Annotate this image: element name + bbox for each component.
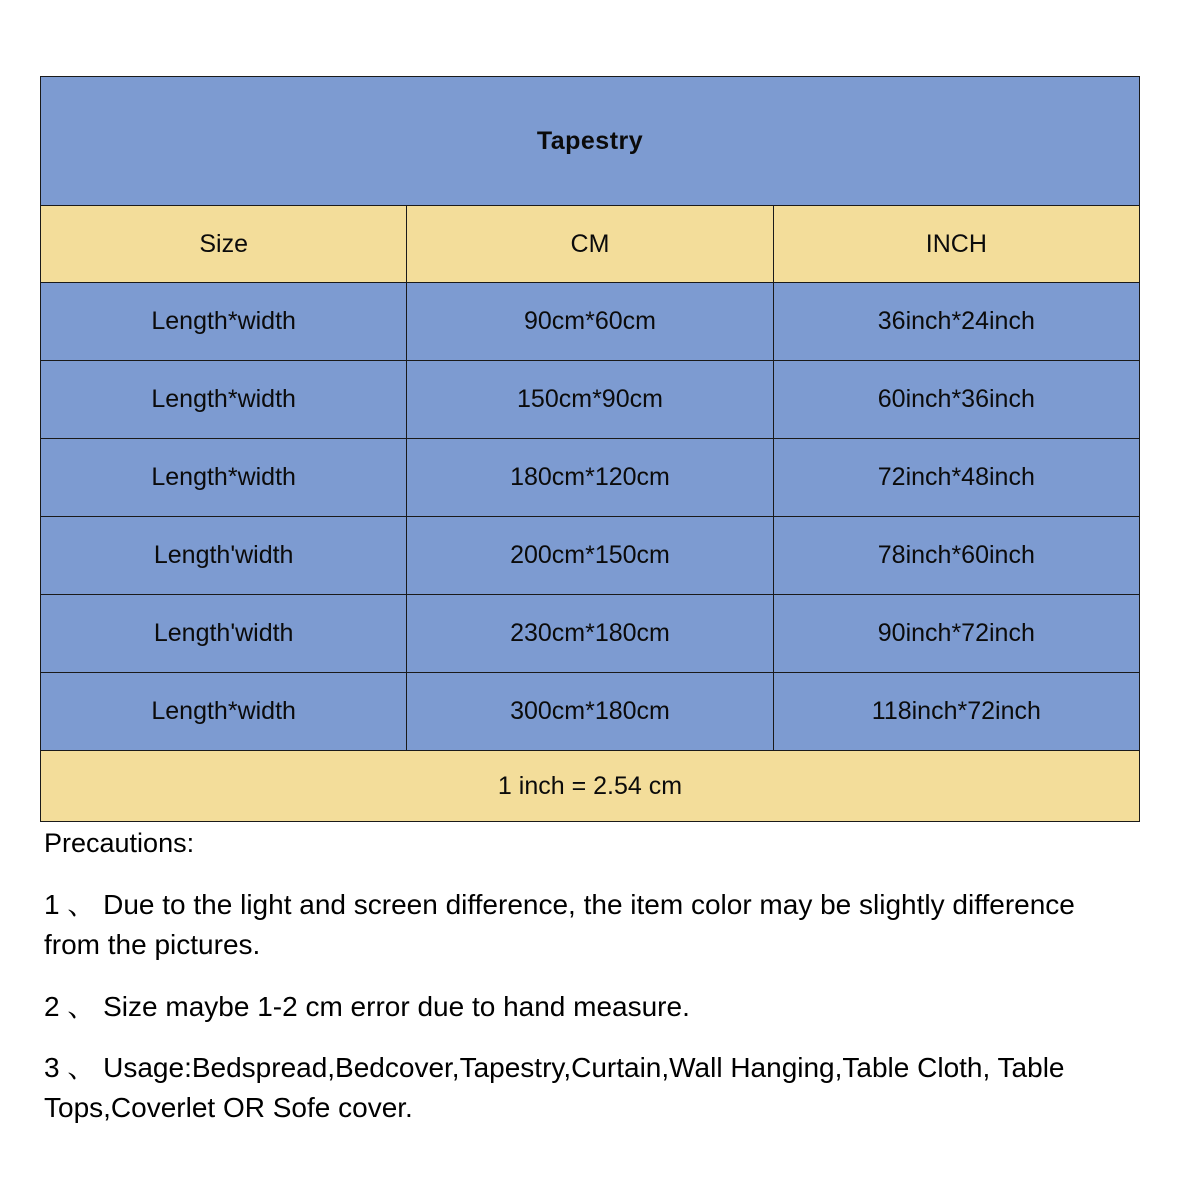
cell-cm: 90cm*60cm: [407, 283, 773, 361]
cell-cm: 200cm*150cm: [407, 517, 773, 595]
table-row: [41, 439, 1140, 517]
cell-inch: 72inch*48inch: [773, 439, 1139, 517]
cell-cm: 300cm*180cm: [407, 673, 773, 751]
precautions-title: Precautions:: [44, 828, 195, 858]
precaution-item-1: 1 、 Due to the light and screen difference, the item color may be slightly difference from the pictures.: [44, 889, 1075, 960]
cell-cm: 230cm*180cm: [407, 595, 773, 673]
precautions-section: [44, 828, 1134, 1150]
cell-inch: 78inch*60inch: [773, 517, 1139, 595]
table-header-row: [41, 206, 1140, 283]
page-title: Tapestry: [41, 77, 1140, 206]
precaution-item-2: 2 、 Size maybe 1-2 cm error due to hand measure.: [44, 990, 690, 1022]
size-chart-table: [40, 76, 1140, 822]
cell-cm: 150cm*90cm: [407, 361, 773, 439]
table-row: [41, 595, 1140, 673]
cell-size: Length*width: [41, 673, 407, 751]
cell-size: Length'width: [41, 517, 407, 595]
table-row: [41, 673, 1140, 751]
cell-size: Length'width: [41, 595, 407, 673]
cell-size: Length*width: [41, 439, 407, 517]
table-title-row: [41, 77, 1140, 206]
cell-cm: 180cm*120cm: [407, 439, 773, 517]
table-row: [41, 283, 1140, 361]
column-header-inch: INCH: [773, 206, 1139, 283]
table-row: [41, 361, 1140, 439]
cell-inch: 118inch*72inch: [773, 673, 1139, 751]
precaution-item-3: 3 、 Usage:Bedspread,Bedcover,Tapestry,Curtain,Wall Hanging,Table Cloth, Table Tops,Coverlet OR Sofe cover.: [44, 1052, 1065, 1123]
column-header-size: Size: [41, 206, 407, 283]
cell-inch: 36inch*24inch: [773, 283, 1139, 361]
cell-size: Length*width: [41, 283, 407, 361]
table-footer-row: [41, 751, 1140, 822]
cell-inch: 60inch*36inch: [773, 361, 1139, 439]
cell-size: Length*width: [41, 361, 407, 439]
conversion-note: 1 inch = 2.54 cm: [41, 751, 1140, 822]
cell-inch: 90inch*72inch: [773, 595, 1139, 673]
column-header-cm: CM: [407, 206, 773, 283]
table-row: [41, 517, 1140, 595]
